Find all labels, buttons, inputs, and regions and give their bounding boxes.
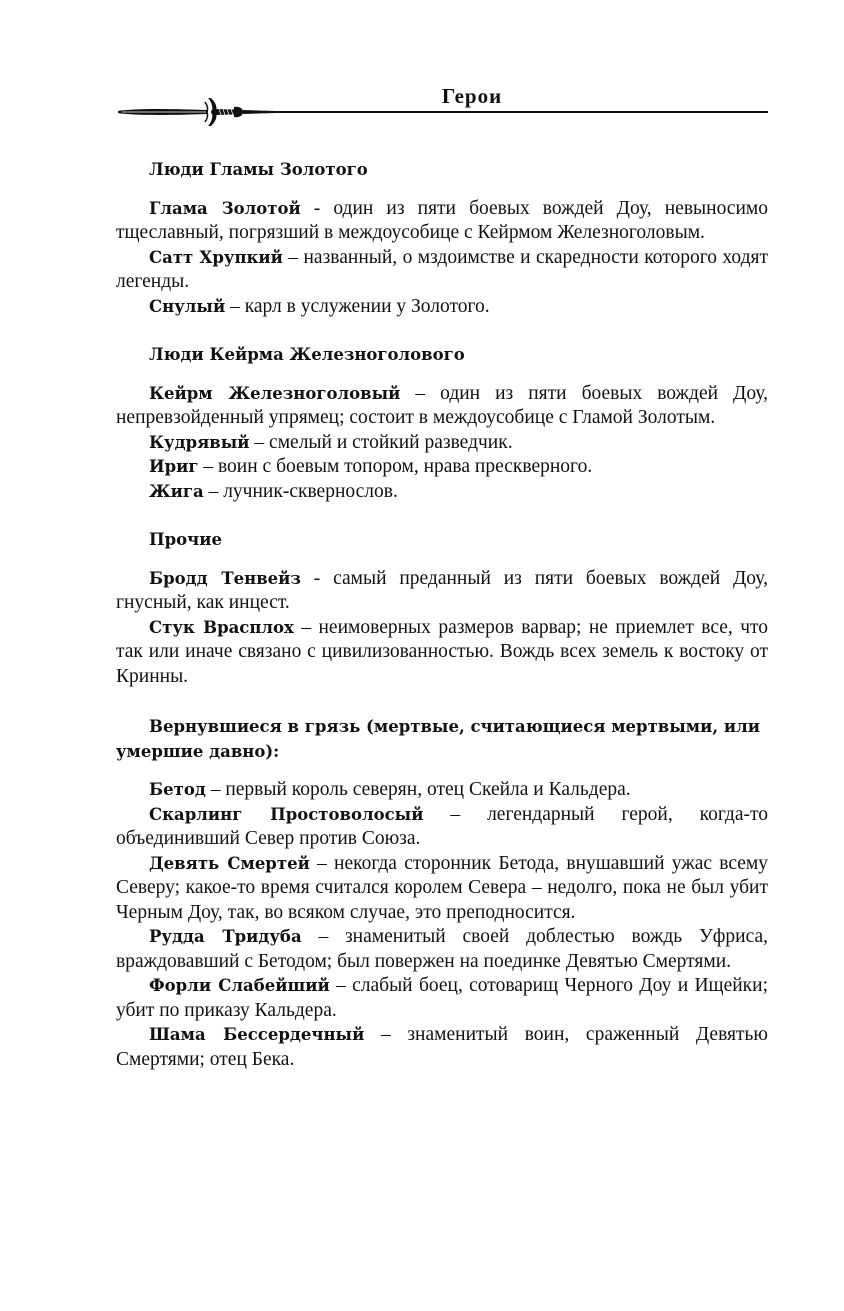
character-entry — [116, 778, 768, 803]
section-heading: Люди Гламы Золотого — [149, 160, 368, 179]
character-entry — [116, 246, 768, 295]
character-name: Кейрм Железноголовый — [149, 383, 401, 403]
entry-dash: - — [300, 197, 334, 219]
character-entry — [116, 480, 768, 505]
character-description: один из пяти боевых вождей Доу, непревзойденный упрямец; состоит в междоусобице с Гламой Золотым. — [116, 382, 769, 428]
character-description: один из пяти боевых вождей Доу, невыносимо тщеславный, погрязший в междоусобице с Кейрмом Железноголовым. — [116, 197, 768, 243]
character-entry — [116, 295, 768, 320]
character-description: знаменитый своей доблестью вождь Уфриса, враждовавший с Бетодом; был повержен на поединке Девятью Смертями. — [116, 926, 768, 972]
character-name: Шама Бессердечный — [149, 1025, 365, 1044]
character-name: Скарлинг Простоволосый — [149, 804, 424, 824]
entry-dash: - — [300, 567, 334, 589]
page-title: Герои — [441, 84, 503, 108]
character-description: карл в услужении у Золотого. — [244, 295, 490, 317]
character-entry — [116, 567, 768, 616]
character-entry — [116, 974, 768, 1023]
character-name: Снулый — [149, 296, 226, 316]
character-description: некогда сторонник Бетода, внушавший ужас всему Северу; какое-то время считался королем Севера – недолго, пока не был убит Черным Доу, так, во всяком случае, это преподносится. — [116, 852, 768, 923]
character-description: смелый и стойкий разведчик. — [269, 431, 513, 453]
section — [116, 158, 768, 319]
entry-dash: – — [364, 1024, 408, 1045]
section — [116, 343, 768, 504]
character-entry — [116, 382, 768, 431]
entry-list — [116, 197, 768, 320]
character-name: Форли Слабейший — [149, 976, 330, 995]
entry-dash: – — [301, 926, 345, 947]
character-name: Сатт Хрупкий — [149, 247, 283, 267]
character-entry — [116, 616, 768, 690]
character-name: Рудда Тридуба — [149, 927, 302, 946]
entry-dash: – — [423, 803, 488, 825]
character-entry — [116, 197, 768, 246]
character-name: Стук Врасплох — [149, 617, 294, 637]
character-entry — [116, 431, 768, 456]
entry-list — [116, 382, 768, 505]
character-entry — [116, 925, 768, 974]
entry-dash: – — [309, 852, 335, 874]
entry-list — [116, 778, 768, 1072]
entry-dash: – — [249, 431, 270, 453]
character-name: Ириг — [149, 457, 199, 476]
character-description: самый преданный из пяти боевых вождей Доу, гнусный, как инцест. — [116, 567, 768, 613]
character-description: лучник-сквернослов. — [223, 480, 398, 502]
section-heading: Вернувшиеся в грязь (мертвые, считающиеся мертвыми, или умершие давно): — [116, 717, 760, 761]
character-name: Бродд Тенвейз — [149, 568, 301, 588]
section — [116, 715, 768, 1072]
section-heading: Люди Кейрма Железноголового — [149, 345, 465, 364]
entry-dash: – — [329, 975, 353, 996]
character-description: названный, о мздоимстве и скаредности которого ходят легенды. — [116, 246, 769, 292]
character-description: воин с боевым топором, нрава прескверного. — [217, 456, 593, 477]
entry-dash: – — [282, 246, 304, 268]
character-name: Глама Золотой — [149, 198, 301, 218]
character-description: первый король северян, отец Скейла и Кальдера. — [225, 779, 631, 800]
entry-dash: – — [225, 295, 245, 317]
character-entry — [116, 803, 768, 852]
entry-dash: – — [198, 456, 218, 477]
entry-list — [116, 567, 768, 690]
character-name: Жига — [149, 481, 204, 501]
entry-dash: – — [203, 480, 224, 502]
section-heading: Прочие — [149, 530, 222, 549]
character-entry — [116, 1023, 768, 1072]
entry-dash: – — [400, 382, 441, 404]
page-header — [116, 78, 768, 138]
character-description: неимоверных размеров варвар; не приемлет все, что так или иначе связано с цивилизованностью. Вождь всех земель к востоку от Кринны. — [116, 616, 769, 687]
character-entry — [116, 455, 768, 480]
character-description: слабый боец, сотоварищ Черного Доу и Ищейки; убит по приказу Кальдера. — [116, 975, 768, 1021]
character-entry — [116, 852, 768, 926]
character-description: легендарный герой, когда-то объединивший Север против Союза. — [116, 803, 768, 849]
main-text — [116, 158, 768, 1096]
section — [116, 528, 768, 689]
character-name: Девять Смертей — [149, 853, 310, 873]
entry-dash: – — [293, 616, 319, 638]
header-rule — [236, 111, 768, 113]
entry-dash: – — [205, 779, 226, 800]
character-name: Бетод — [149, 780, 206, 799]
character-name: Кудрявый — [149, 432, 250, 452]
character-description: знаменитый воин, сраженный Девятью Смертями; отец Бека. — [116, 1024, 768, 1070]
